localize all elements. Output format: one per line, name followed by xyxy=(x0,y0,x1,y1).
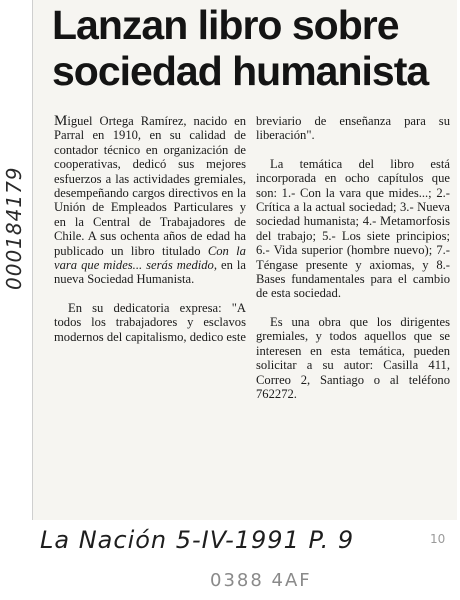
paragraph-dedication: En su dedicatoria expresa: "A todos los trabajadores y esclavos modernos del capitalismo, dedico este xyxy=(54,300,246,344)
paragraph-contact: Es una obra que los dirigentes gremiales, y todos aquellos que se interesen en esta temática, pueden solicitar a su autor: Casilla 411, Correo 2, Santiago o al teléfono 762272. xyxy=(256,314,450,401)
archive-stamp: 0388 4AF xyxy=(210,570,312,591)
paragraph-dedication-end: breviario de enseñanza para su liberación". xyxy=(256,114,450,143)
article-headline xyxy=(52,2,456,94)
article-column-left xyxy=(54,114,246,358)
headline-line-1: Lanzan libro sobre xyxy=(52,2,399,48)
handwritten-source-note: La Nación 5-IV-1991 P. 9 xyxy=(40,526,355,554)
handwritten-margin-code: 000184179 xyxy=(2,166,26,290)
drop-cap: M xyxy=(54,113,68,129)
intro-text-end: , en la nueva Sociedad Humanista. xyxy=(54,258,247,287)
paragraph-intro xyxy=(54,114,246,287)
article-column-right xyxy=(256,114,450,415)
paragraph-chapters: La temática del libro está incorporada en ocho capítulos que son: 1.- Con la vara que mides...; 2.- Crítica a la actual sociedad; 3.- Nueva sociedad humanista; 4.- Metamorfosis del trabajo; 5.- Los siete principios; 6.- Vida superior (hombre nuevo); 7.- Téngase presente y axiomas, y 8.- Bases fundamentales para el cambio de esta sociedad. xyxy=(256,156,450,301)
page-number: 10 xyxy=(430,532,446,546)
intro-text: iguel Ortega Ramírez, nacido en Parral en 1910, en su calidad de contador técnico en organización de cooperativas, dedicó sus mejores esfuerzos a las actividades gremiales, desempeñando cargos directivos en la Unión de Empleados Particulares y en la Central de Trabajadores de Chile. A sus ochenta años de edad ha publicado un libro titulado xyxy=(54,114,246,258)
book-title: Con la vara que mides... serás medido xyxy=(54,243,246,273)
headline-line-2: sociedad humanista xyxy=(52,48,429,94)
